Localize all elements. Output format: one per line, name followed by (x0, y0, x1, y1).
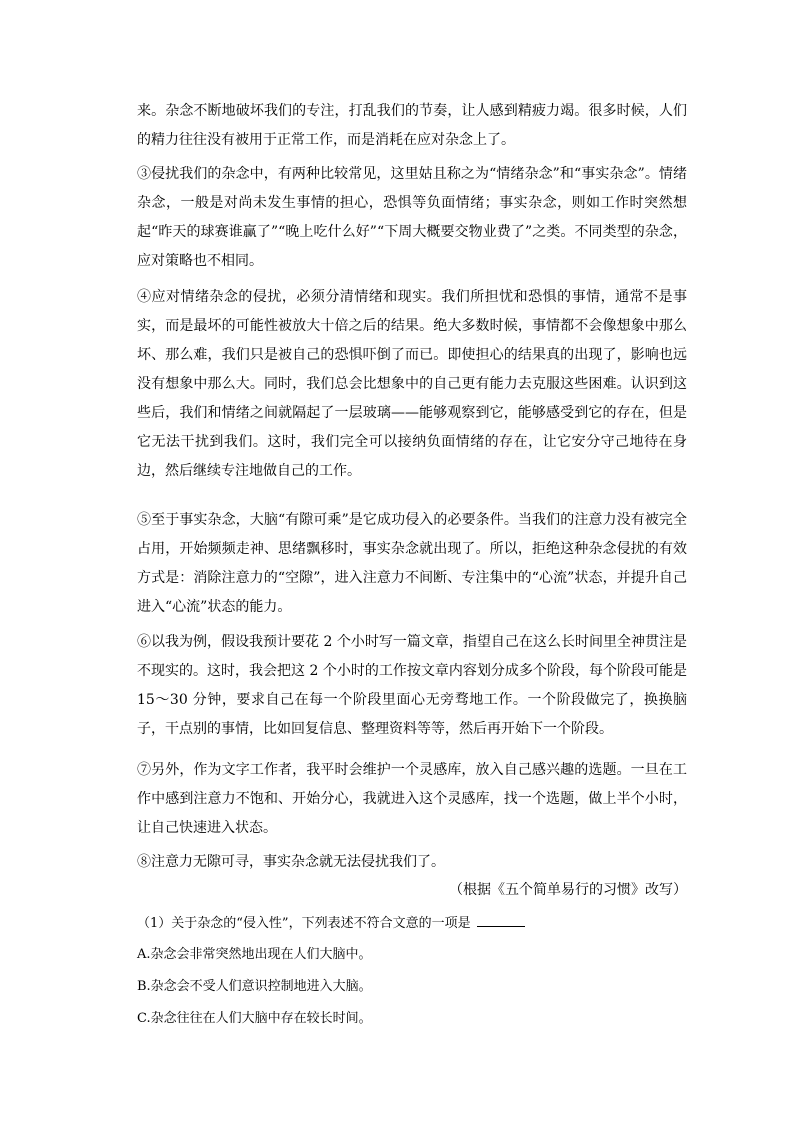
question-stem-text: （1）关于杂念的“侵入性”，下列表述不符合文意的一项是 (137, 916, 471, 931)
option-b: B.杂念会不受人们意识控制地进入大脑。 (137, 979, 372, 994)
option-c: C.杂念往往在人们大脑中存在较长时间。 (137, 1011, 372, 1026)
paragraph-4: ④应对情绪杂念的侵扰，必须分清情绪和现实。我们所担忧和恐惧的事情，通常不是事实，而是最坏的可能性被放大十倍之后的结果。绝大多数时候，事情都不会像想象中那么坏、那么难，我们只是被自己的恐惧吓倒了而已。即使担心的结果真的出现了，影响也远没有想象中那么大。同时，我们总会比想象中的自己更有能力去克服这些困难。认识到这些后，我们和情绪之间就隔起了一层玻璃——能够观察到它，能够感受到它的存在，但是它无法干扰到我们。这时，我们完全可以接纳负面情绪的存在，让它安分守己地待在身边，然后继续专注地做自己的工作。 (137, 289, 687, 479)
paragraph-6: ⑥以我为例，假设我预计要花 2 个小时写一篇文章，指望自己在这么长时间里全神贯注是不现实的。这时，我会把这 2 个小时的工作按文章内容划分成多个阶段，每个阶段可能是 15～30 分钟，要求自己在每一个阶段里面心无旁骛地工作。一个阶段做完了，换换脑子，干点别的事情，比如回复信息、整理资料等等，然后再开始下一个阶段。 (137, 634, 687, 737)
paragraph-continuation: 来。杂念不断地破坏我们的专注，打乱我们的节奏，让人感到精疲力竭。很多时候，人们的精力往往没有被用于正常工作，而是消耗在应对杂念上了。 (137, 103, 687, 148)
question-stem (137, 912, 525, 936)
paragraph-8: ⑧注意力无隙可寻，事实杂念就无法侵扰我们了。 (137, 854, 445, 870)
source-citation: （根据《五个简单易行的习惯》改写） (449, 882, 687, 898)
paragraph-3: ③侵扰我们的杂念中，有两种比较常见，这里姑且称之为“情绪杂念”和“事实杂念”。情绪杂念，一般是对尚未发生事情的担心，恐惧等负面情绪；事实杂念，则如工作时突然想起“昨天的球赛谁赢了”“晚上吃什么好”“下周大概要交物业费了”之类。不同类型的杂念，应对策略也不相同。 (137, 166, 687, 269)
option-a: A.杂念会非常突然地出现在人们大脑中。 (137, 947, 372, 962)
paragraph-5: ⑤至于事实杂念，大脑“有隙可乘”是它成功侵入的必要条件。当我们的注意力没有被完全占用，开始频频走神、思绪飘移时，事实杂念就出现了。所以，拒绝这种杂念侵扰的有效方式是：消除注意力的“空隙”，进入注意力不间断、专注集中的“心流”状态，并提升自己进入“心流”状态的能力。 (137, 512, 687, 615)
paragraph-7: ⑦另外，作为文字工作者，我平时会维护一个灵感库，放入自己感兴趣的选题。一旦在工作中感到注意力不饱和、开始分心，我就进入这个灵感库，找一个选题，做上半个小时，让自己快速进入状态。 (137, 762, 687, 836)
answer-blank[interactable] (477, 912, 525, 927)
